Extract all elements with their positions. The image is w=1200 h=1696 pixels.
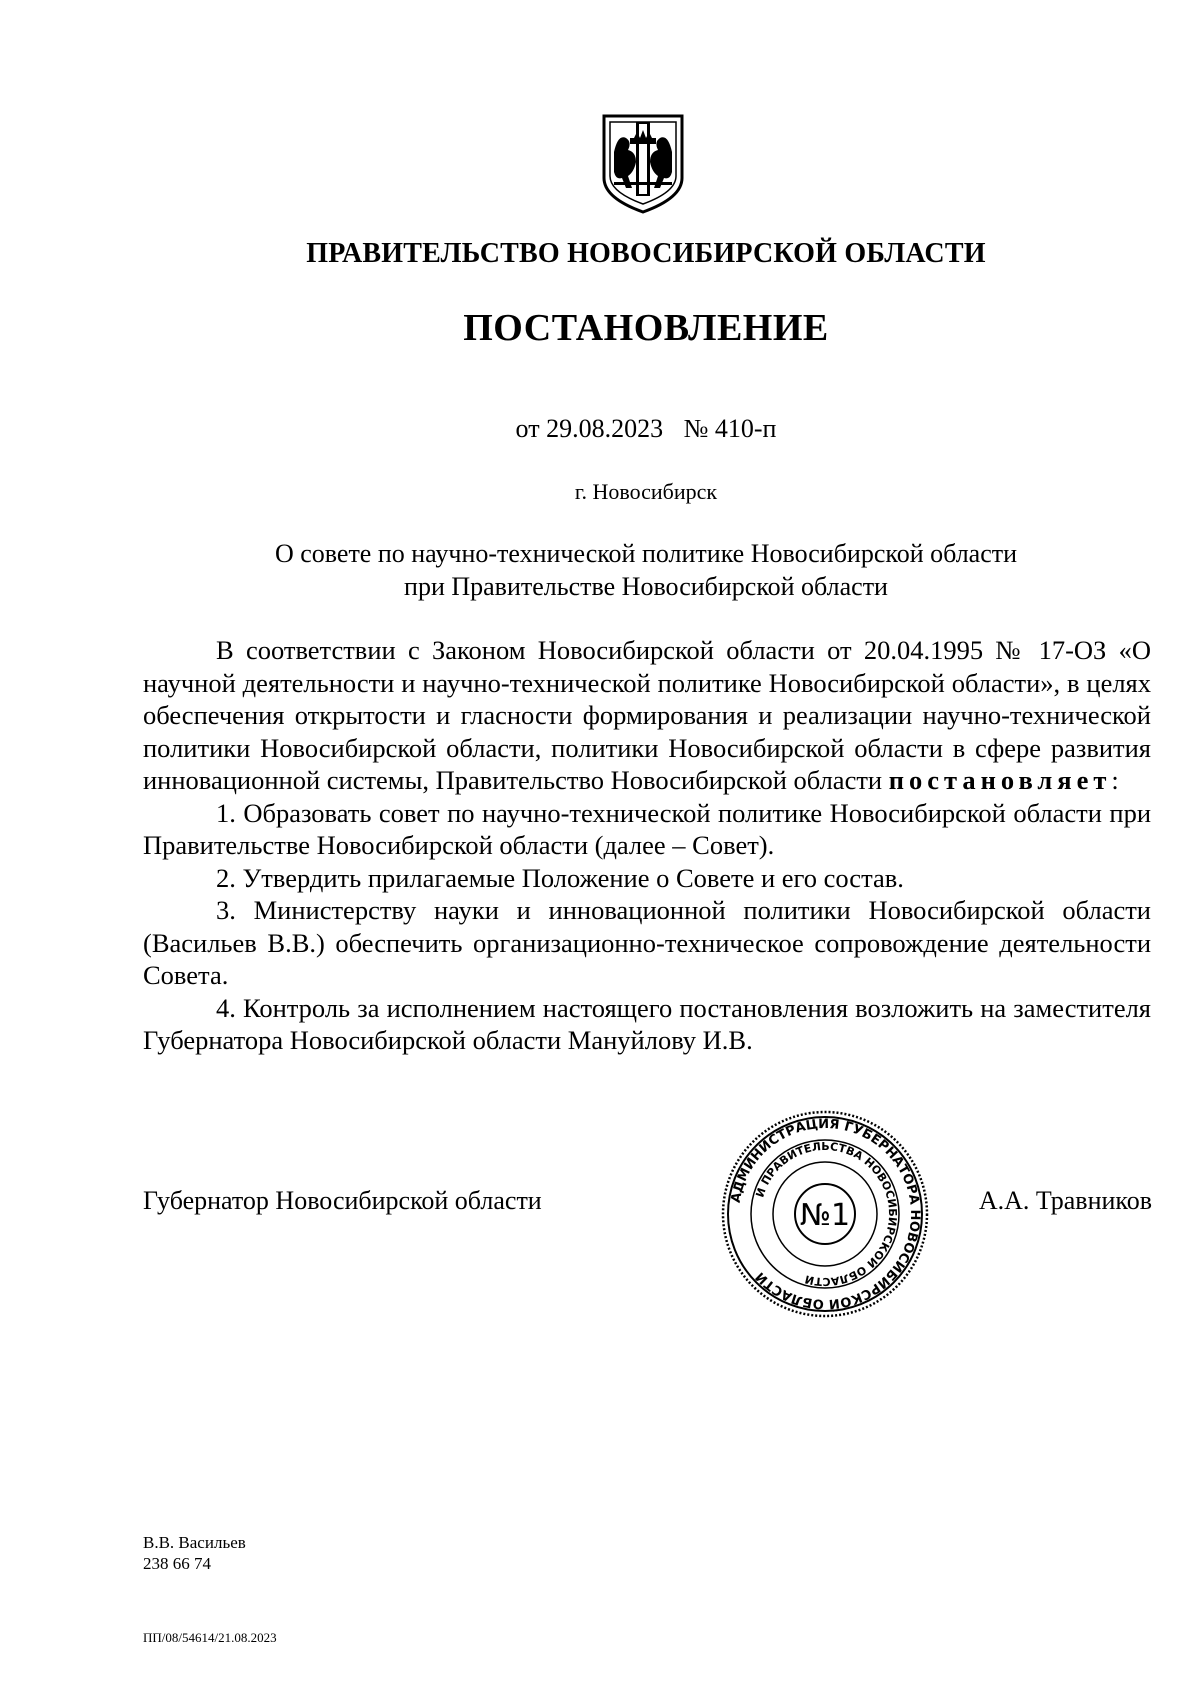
date-number-line: [0, 414, 1200, 444]
seal-inner-text: И ПРАВИТЕЛЬСТВА НОВОСИБИРСКОЙ ОБЛАСТИ: [753, 1139, 900, 1289]
signatory-position: Губернатор Новосибирской области: [143, 1186, 542, 1215]
organization-title: ПРАВИТЕЛЬСТВО НОВОСИБИРСКОЙ ОБЛАСТИ: [306, 238, 986, 269]
official-seal-stamp: [719, 1108, 931, 1320]
preamble-paragraph: [143, 634, 1151, 797]
coat-of-arms-emblem: [600, 112, 686, 216]
preamble-text: В соответствии с Законом Новосибирской области от 20.04.1995 № 17-ОЗ «О научной деятельности и научно-технической политике Новосибирской области», в целях обеспечения открытости и гласности формирования и реализации научно-технической политики Новосибирской области, политики Новосибирской области в сфере развития инновационной системы, Правительство Новосибирской области: [143, 635, 1151, 795]
seal-outer-text: АДМИНИСТРАЦИЯ ГУБЕРНАТОРА НОВОСИБИРСКОЙ ОБЛАСТИ: [728, 1116, 923, 1312]
decree-word: постановляет: [888, 765, 1112, 795]
document-code: ПП/08/54614/21.08.2023: [143, 1630, 277, 1645]
document-type-title: ПОСТАНОВЛЕНИЕ: [463, 307, 829, 349]
list-item: 2. Утвердить прилагаемые Положение о Совете и его состав.: [216, 862, 904, 893]
document-subject: [140, 537, 1152, 603]
document-body: [143, 634, 1151, 1057]
document-date: 29.08.2023: [546, 414, 664, 443]
executor-info: [143, 1532, 246, 1574]
list-item: 4. Контроль за исполнением настоящего постановления возложить на заместителя Губернатора Новосибирской области Мануйлову И.В.: [143, 992, 1151, 1055]
signatory-name: А.А. Травников: [978, 1186, 1152, 1215]
subject-line-1: О совете по научно-технической политике Новосибирской области: [274, 539, 1018, 568]
executor-phone: 238 66 74: [143, 1554, 211, 1573]
list-item: 3. Министерству науки и инновационной политики Новосибирской области (Васильев В.В.) обеспечить организационно-техническое сопровождение деятельности Совета.: [143, 895, 1151, 990]
city-line: г. Новосибирск: [574, 479, 718, 504]
document-number: № 410-п: [683, 414, 777, 443]
seal-center-number: №1: [799, 1198, 851, 1233]
executor-name: В.В. Васильев: [143, 1533, 246, 1552]
decree-colon: :: [1111, 765, 1119, 795]
subject-line-2: при Правительстве Новосибирской области: [404, 572, 888, 601]
date-prefix: от: [515, 414, 540, 443]
list-item: 1. Образовать совет по научно-технической политике Новосибирской области при Правительстве Новосибирской области (далее – Совет).: [143, 797, 1151, 860]
